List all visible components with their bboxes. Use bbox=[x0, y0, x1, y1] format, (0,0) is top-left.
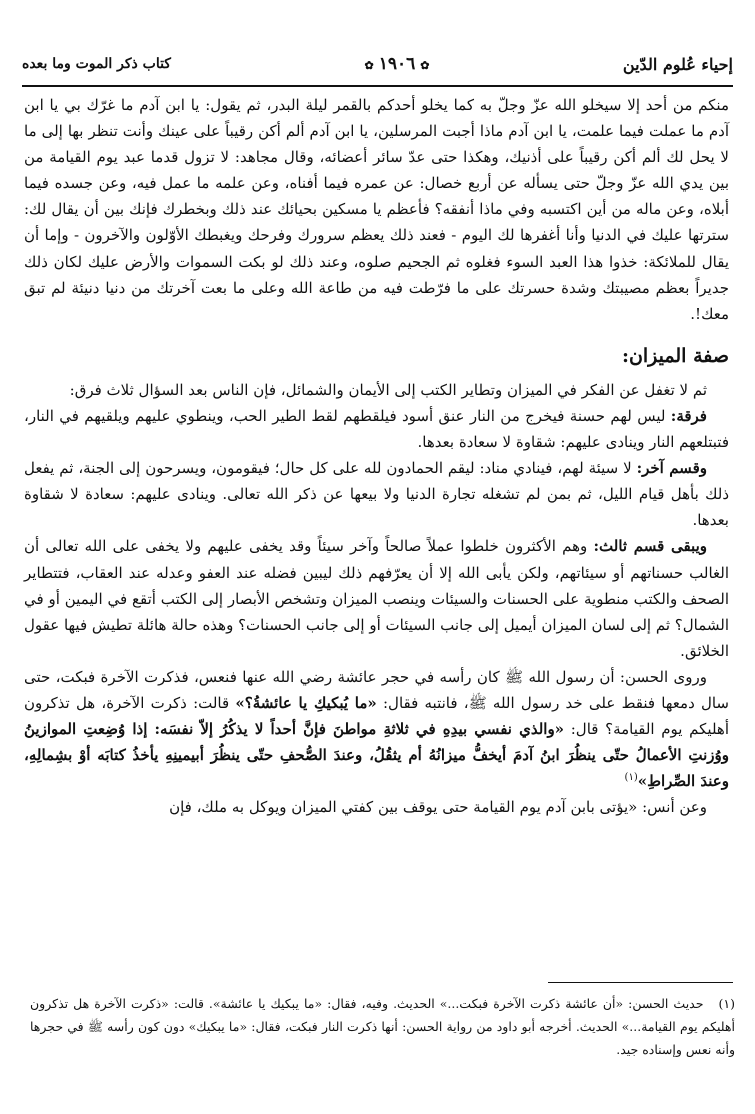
footnote-text: حديث الحسن: «أن عائشة ذكرت الآخرة فبكت...» الحديث. وفيه، فقال: «ما يبكيك يا عائشة». قالت: «ذكرت الآخرة هل تذكرون أهليكم يوم القيامة...» الحديث. أخرجه أبو داود من رواية الحسن: أنها ذكرت النار فبكت، فقال: «ما يبكيك» دون كون رأسه ﷺ في حجرها وأنه نعس وإسناده جيد. bbox=[30, 996, 735, 1057]
footnote-number: (١) bbox=[718, 996, 735, 1011]
paragraph-4 bbox=[24, 455, 729, 533]
running-head bbox=[22, 44, 733, 84]
paragraph-6 bbox=[24, 664, 729, 794]
paragraph-3 bbox=[24, 403, 729, 455]
paragraph-1: منكم من أحد إلا سيخلو الله عزّ وجلّ به كما يخلو أحدكم بالقمر ليلة البدر، ثم يقول: يا ابن آدم ما غرّك بي يا ابن آدم ما عملت فيما علمت، يا ابن آدم ماذا أجبت المرسلين، يا ابن آدم ألم أكن رقيباً على عينك وأنت تنظر بها إلى ما لا يحل لك ألم أكن رقيباً على أذنيك، وهكذا حتى عدّ سائر أعضائه، وقال مجاهد: لا تزول قدما عبد يوم القيامة من بين يدي الله عزّ وجلّ حتى يسأله عن أربع خصال: عن عمره فيما أفناه، وعن علمه ما عمل فيه، وعن جسده فيما أبلاه، وعن ماله من أين اكتسبه وفي ماذا أنفقه؟ فأعظم يا مسكين بحيائك عند ذلك وبخطرك فإنك بين أن يقال لك: سترتها عليك في الدنيا وأنا أغفرها لك اليوم - فعند ذلك يعظم سرورك وفرحك ويغبطك الأوّلون والآخرون - وإما أن يقال للملائكة: خذوا هذا العبد السوء فغلوه ثم الجحيم صلوه، وعند ذلك لو بكت السموات والأرض عليك لكان ذلك جديراً بعظم مصيبتك وشدة حسرتك على ما فرّطت فيه من طاعة الله وعلى ما بعت آخرتك من دنيا دنيئة لم تبق معك!. bbox=[24, 96, 729, 323]
paragraph-2: ثم لا تغفل عن الفكر في الميزان وتطاير الكتب إلى الأيمان والشمائل، فإن الناس بعد السؤال ثلاث فرق: bbox=[69, 380, 707, 399]
book-title: إحياء عُلوم الدّين bbox=[622, 54, 733, 74]
paragraph-5-lead: ويبقى قسم ثالث: bbox=[593, 537, 707, 556]
footnotes bbox=[30, 992, 735, 1061]
footnote-rule bbox=[548, 982, 733, 983]
paragraph-3-text: ليس لهم حسنة فيخرج من النار عنق أسود فيلقطهم لقط الطير الحب، وينطوي عليهم ويلقيهم في النار، فتبتلعهم النار وينادى عليهم: شقاوة لا سعادة بعدها. bbox=[24, 406, 729, 452]
footnote-1 bbox=[30, 992, 735, 1061]
chapter-title: كتاب ذكر الموت وما بعده bbox=[22, 56, 171, 72]
section-title: صفة الميزان: bbox=[621, 344, 729, 367]
main-text bbox=[24, 92, 729, 820]
hadith-quote-1: «ما يُبكيكِ يا عائشةُ؟» bbox=[235, 693, 377, 712]
hadith-quote-2: «والذي نفسي بيدِهِ في ثلاثةِ مواطنَ فإنَّ أحداً لا يذكُرُ إلاّ نفسَه: إذا وُضِعتِ الموازينُ ووُزنتِ الأعمالُ حتّى ينظُرَ ابنُ آدمَ أيخفُّ ميزانُهُ أم يثقُلُ، وعندَ الصُّحفِ حتّى ينظُرَ أبيمينِهِ يأخذُ كتابَه أوْ بشِمالِهِ، وعندَ الصِّراطِ» bbox=[24, 720, 729, 791]
paragraph-5-text: وهم الأكثرون خلطوا عملاً صالحاً وآخر سيئاً وقد يخفى عليهم ولا يخفى على الله تعالى أن الغالب حسناتهم أو سيئاتهم، ولكن يأبى الله إلا أن يعرّفهم ذلك ليبين فضله عند العفو وعدله عند العقاب، فتتطاير الصحف والكتب منطوية على الحسنات والسيئات وينصب الميزان وتشخص الأبصار إلى الكتب أتقع في اليمين أو في الشمال؟ ثم إلى لسان الميزان أيميل إلى جانب السيئات أو إلى جانب الحسنات؟ وهذه حالة هائلة تطيش فيها عقول الخلائق. bbox=[23, 537, 729, 660]
paragraph-3-lead: فرقة: bbox=[670, 406, 707, 425]
header-rule bbox=[22, 85, 733, 87]
page-number: ✿ ١٩٠٦ ✿ bbox=[359, 54, 434, 74]
paragraph-6-text-a: وروى الحسن: أن رسول الله ﷺ كان رأسه في حجر عائشة رضي الله عنها فنعس، فذكرت الآخرة فبكت، حتى سال دمعها فنقط على خد رسول الله ﷺ، فانتبه فقال: bbox=[24, 667, 729, 712]
paragraph-7: وعن أنس: «يؤتى بابن آدم يوم القيامة حتى يوقف بين كفتي الميزان ويوكل به ملك، فإن bbox=[169, 798, 707, 817]
paragraph-4-lead: وقسم آخر: bbox=[636, 459, 707, 478]
paragraph-6-text-b: قالت: ذكرت الآخرة، هل تذكرون أهليكم يوم القيامة؟ قال: bbox=[24, 693, 729, 739]
paragraph-5 bbox=[24, 533, 729, 663]
footnote-reference[interactable]: (١) bbox=[624, 772, 638, 784]
paragraph-4-text: لا سيئة لهم، فينادي مناد: ليقم الحمادون لله على كل حال؛ فيقومون، ويسرحون إلى الجنة، ثم يفعل ذلك بأهل قيام الليل، ثم بمن لم تشغله تجارة الدنيا ولا بيعها عن ذكر الله تعالى. وينادى عليهم: سعادة لا شقاوة بعدها. bbox=[24, 459, 729, 530]
